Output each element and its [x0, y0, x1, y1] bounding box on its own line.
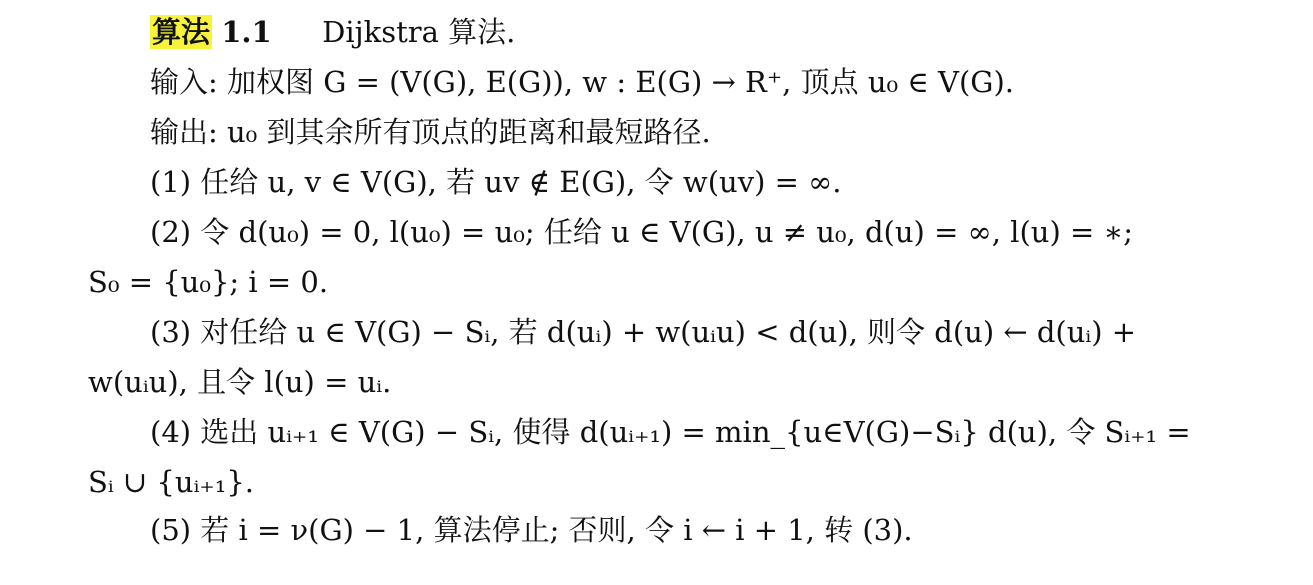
step-1-line-1: (1) 任给 u, v ∈ V(G), 若 uv ∉ E(G), 令 w(uv) = ∞. [150, 165, 842, 199]
step-4-line-1: (4) 选出 uᵢ₊₁ ∈ V(G) − Sᵢ, 使得 d(uᵢ₊₁) = min_{u∈V(G)−Sᵢ} d(u), 令 Sᵢ₊₁ = [150, 415, 1191, 449]
step-3-line-1: (3) 对任给 u ∈ V(G) − Sᵢ, 若 d(uᵢ) + w(uᵢu) < d(u), 则令 d(u) ← d(uᵢ) + [150, 315, 1137, 349]
step-2-line-1: (2) 令 d(u₀) = 0, l(u₀) = u₀; 任给 u ∈ V(G), u ≠ u₀, d(u) = ∞, l(u) = ∗; [150, 215, 1133, 249]
step-2-line-2: S₀ = {u₀}; i = 0. [88, 265, 329, 299]
algorithm-number: 1.1 [221, 15, 272, 49]
algorithm-title: Dijkstra 算法. [322, 15, 516, 49]
algorithm-header [150, 14, 515, 50]
output-line: 输出: u₀ 到其余所有顶点的距离和最短路径. [150, 115, 711, 149]
algorithm-label: 算法 [152, 15, 211, 49]
step-4-line-2: Sᵢ ∪ {uᵢ₊₁}. [88, 465, 254, 499]
step-3-line-2: w(uᵢu), 且令 l(u) = uᵢ. [88, 365, 392, 399]
step-5-line-1: (5) 若 i = ν(G) − 1, 算法停止; 否则, 令 i ← i + 1, 转 (3). [150, 513, 913, 547]
input-line: 输入: 加权图 G = (V(G), E(G)), w : E(G) → R⁺, 顶点 u₀ ∈ V(G). [150, 65, 1014, 99]
